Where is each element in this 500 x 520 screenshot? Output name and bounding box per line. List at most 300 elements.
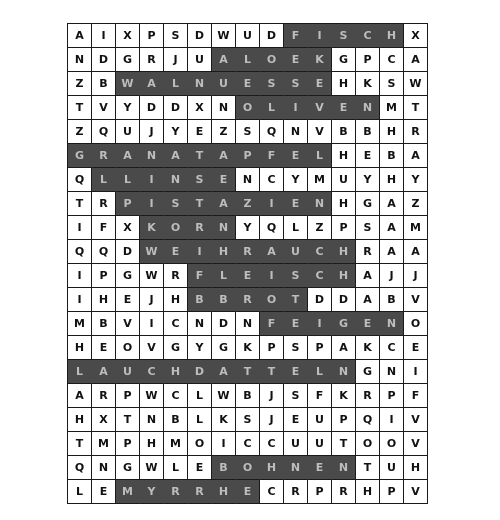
grid-cell[interactable]: B [236,384,260,408]
grid-cell[interactable]: S [236,120,260,144]
grid-cell[interactable]: G [68,144,92,168]
grid-cell[interactable]: G [212,336,236,360]
grid-cell[interactable]: B [332,120,356,144]
grid-cell[interactable]: L [284,216,308,240]
grid-cell[interactable]: I [260,192,284,216]
grid-cell[interactable]: B [380,288,404,312]
grid-cell[interactable]: T [356,456,380,480]
grid-cell[interactable]: N [236,168,260,192]
grid-cell[interactable]: Y [140,480,164,504]
grid-cell[interactable]: K [140,216,164,240]
grid-cell[interactable]: R [188,216,212,240]
grid-cell[interactable]: R [92,192,116,216]
grid-cell[interactable]: C [380,48,404,72]
grid-cell[interactable]: A [380,240,404,264]
grid-cell[interactable]: V [308,120,332,144]
grid-cell[interactable]: V [404,480,428,504]
grid-cell[interactable]: N [284,120,308,144]
grid-cell[interactable]: E [308,456,332,480]
grid-cell[interactable]: J [260,384,284,408]
grid-cell[interactable]: A [380,192,404,216]
grid-cell[interactable]: I [284,96,308,120]
grid-cell[interactable]: W [404,72,428,96]
grid-cell[interactable]: Y [284,168,308,192]
grid-cell[interactable]: N [332,360,356,384]
grid-cell[interactable]: H [164,360,188,384]
grid-cell[interactable]: C [308,264,332,288]
grid-cell[interactable]: B [92,72,116,96]
grid-cell[interactable]: F [188,264,212,288]
grid-cell[interactable]: K [308,48,332,72]
grid-cell[interactable]: W [116,72,140,96]
grid-cell[interactable]: Z [404,192,428,216]
grid-cell[interactable]: H [68,408,92,432]
grid-cell[interactable]: U [284,240,308,264]
grid-cell[interactable]: A [260,240,284,264]
grid-cell[interactable]: K [356,72,380,96]
grid-cell[interactable]: K [332,384,356,408]
grid-cell[interactable]: T [236,360,260,384]
grid-cell[interactable]: C [260,432,284,456]
grid-cell[interactable]: D [92,48,116,72]
grid-cell[interactable]: W [212,24,236,48]
grid-cell[interactable]: W [140,384,164,408]
grid-cell[interactable]: R [140,48,164,72]
grid-cell[interactable]: Z [308,216,332,240]
grid-cell[interactable]: T [68,432,92,456]
grid-cell[interactable]: V [116,312,140,336]
grid-cell[interactable]: R [236,288,260,312]
grid-cell[interactable]: E [356,144,380,168]
grid-cell[interactable]: E [236,480,260,504]
grid-cell[interactable]: A [212,144,236,168]
grid-cell[interactable]: B [92,312,116,336]
grid-cell[interactable]: K [356,336,380,360]
grid-cell[interactable]: P [260,336,284,360]
grid-cell[interactable]: I [140,192,164,216]
grid-cell[interactable]: X [404,24,428,48]
grid-cell[interactable]: N [308,192,332,216]
grid-cell[interactable]: N [284,456,308,480]
grid-cell[interactable]: J [164,48,188,72]
grid-cell[interactable]: P [116,192,140,216]
grid-cell[interactable]: A [404,240,428,264]
grid-cell[interactable]: E [284,360,308,384]
grid-cell[interactable]: L [68,480,92,504]
grid-cell[interactable]: S [284,264,308,288]
grid-cell[interactable]: A [116,144,140,168]
grid-cell[interactable]: D [260,24,284,48]
grid-cell[interactable]: E [284,192,308,216]
grid-cell[interactable]: G [116,264,140,288]
grid-cell[interactable]: N [212,216,236,240]
grid-cell[interactable]: N [164,168,188,192]
grid-cell[interactable]: R [284,480,308,504]
grid-cell[interactable]: A [356,288,380,312]
grid-cell[interactable]: G [332,48,356,72]
grid-cell[interactable]: Z [68,120,92,144]
grid-cell[interactable]: L [212,264,236,288]
grid-cell[interactable]: L [68,360,92,384]
grid-cell[interactable]: T [404,96,428,120]
grid-cell[interactable]: I [308,312,332,336]
grid-cell[interactable]: H [380,24,404,48]
grid-cell[interactable]: I [308,24,332,48]
grid-cell[interactable]: N [140,144,164,168]
grid-cell[interactable]: H [380,120,404,144]
grid-cell[interactable]: I [92,24,116,48]
grid-cell[interactable]: V [404,408,428,432]
grid-cell[interactable]: B [212,288,236,312]
grid-cell[interactable]: Q [260,120,284,144]
grid-cell[interactable]: P [140,24,164,48]
grid-cell[interactable]: N [188,72,212,96]
grid-cell[interactable]: C [164,312,188,336]
grid-cell[interactable]: N [92,456,116,480]
grid-cell[interactable]: M [116,480,140,504]
grid-cell[interactable]: Y [236,216,260,240]
grid-cell[interactable]: I [404,360,428,384]
grid-cell[interactable]: H [212,240,236,264]
grid-cell[interactable]: V [404,288,428,312]
grid-cell[interactable]: O [164,216,188,240]
grid-cell[interactable]: S [188,168,212,192]
grid-cell[interactable]: Z [68,72,92,96]
grid-cell[interactable]: E [308,72,332,96]
grid-cell[interactable]: L [164,456,188,480]
grid-cell[interactable]: Q [260,216,284,240]
grid-cell[interactable]: A [212,360,236,384]
grid-cell[interactable]: E [284,144,308,168]
grid-cell[interactable]: L [308,144,332,168]
grid-cell[interactable]: J [140,120,164,144]
grid-cell[interactable]: E [284,408,308,432]
grid-cell[interactable]: F [308,384,332,408]
grid-cell[interactable]: M [380,96,404,120]
grid-cell[interactable]: E [356,312,380,336]
grid-cell[interactable]: D [332,288,356,312]
grid-cell[interactable]: T [332,432,356,456]
grid-cell[interactable]: T [68,192,92,216]
grid-cell[interactable]: E [92,336,116,360]
grid-cell[interactable]: F [260,144,284,168]
grid-cell[interactable]: N [356,96,380,120]
grid-cell[interactable]: A [92,360,116,384]
grid-cell[interactable]: C [356,24,380,48]
grid-cell[interactable]: P [236,144,260,168]
grid-cell[interactable]: Y [188,336,212,360]
grid-cell[interactable]: M [68,312,92,336]
grid-cell[interactable]: O [116,336,140,360]
grid-cell[interactable]: F [260,312,284,336]
grid-cell[interactable]: P [380,384,404,408]
grid-cell[interactable]: P [116,432,140,456]
grid-cell[interactable]: A [332,336,356,360]
grid-cell[interactable]: U [236,24,260,48]
grid-cell[interactable]: O [260,288,284,312]
grid-cell[interactable]: U [332,168,356,192]
grid-cell[interactable]: W [140,264,164,288]
grid-cell[interactable]: Y [116,96,140,120]
grid-cell[interactable]: L [236,48,260,72]
grid-cell[interactable]: E [116,288,140,312]
grid-cell[interactable]: A [404,144,428,168]
grid-cell[interactable]: U [116,120,140,144]
grid-cell[interactable]: M [92,432,116,456]
grid-cell[interactable]: Q [68,240,92,264]
grid-cell[interactable]: I [380,408,404,432]
grid-cell[interactable]: U [284,432,308,456]
grid-cell[interactable]: I [68,216,92,240]
grid-cell[interactable]: X [188,96,212,120]
grid-cell[interactable]: R [164,264,188,288]
grid-cell[interactable]: H [260,456,284,480]
grid-cell[interactable]: J [260,408,284,432]
grid-cell[interactable]: U [188,48,212,72]
grid-cell[interactable]: E [236,72,260,96]
grid-cell[interactable]: Q [92,240,116,264]
grid-cell[interactable]: C [236,432,260,456]
grid-cell[interactable]: X [116,216,140,240]
grid-cell[interactable]: J [404,264,428,288]
grid-cell[interactable]: H [380,168,404,192]
grid-cell[interactable]: N [380,360,404,384]
grid-cell[interactable]: G [356,192,380,216]
grid-cell[interactable]: U [308,432,332,456]
grid-cell[interactable]: O [236,456,260,480]
grid-cell[interactable]: G [116,48,140,72]
grid-cell[interactable]: O [356,432,380,456]
grid-cell[interactable]: I [212,432,236,456]
grid-cell[interactable]: D [164,96,188,120]
grid-cell[interactable]: M [308,168,332,192]
grid-cell[interactable]: M [164,432,188,456]
grid-cell[interactable]: C [260,480,284,504]
grid-cell[interactable]: Q [68,456,92,480]
grid-cell[interactable]: A [212,192,236,216]
grid-cell[interactable]: Q [356,408,380,432]
grid-cell[interactable]: S [284,72,308,96]
grid-cell[interactable]: S [284,384,308,408]
grid-cell[interactable]: H [164,288,188,312]
grid-cell[interactable]: A [140,72,164,96]
grid-cell[interactable]: G [116,456,140,480]
grid-cell[interactable]: D [116,240,140,264]
grid-cell[interactable]: H [68,336,92,360]
grid-cell[interactable]: Q [68,168,92,192]
grid-cell[interactable]: P [332,216,356,240]
grid-cell[interactable]: I [68,288,92,312]
grid-cell[interactable]: O [188,432,212,456]
grid-cell[interactable]: V [140,336,164,360]
grid-cell[interactable]: Z [236,192,260,216]
grid-cell[interactable]: A [356,264,380,288]
grid-cell[interactable]: E [284,312,308,336]
grid-cell[interactable]: V [92,96,116,120]
grid-cell[interactable]: G [332,312,356,336]
grid-cell[interactable]: H [140,432,164,456]
grid-cell[interactable]: H [92,288,116,312]
grid-cell[interactable]: E [332,96,356,120]
grid-cell[interactable]: E [284,48,308,72]
grid-cell[interactable]: E [188,456,212,480]
grid-cell[interactable]: S [356,216,380,240]
grid-cell[interactable]: A [404,48,428,72]
grid-cell[interactable]: I [140,312,164,336]
grid-cell[interactable]: C [260,168,284,192]
grid-cell[interactable]: H [332,240,356,264]
grid-cell[interactable]: E [212,168,236,192]
grid-cell[interactable]: D [308,288,332,312]
grid-cell[interactable]: R [188,480,212,504]
grid-cell[interactable]: A [68,384,92,408]
grid-cell[interactable]: L [188,408,212,432]
grid-cell[interactable]: U [116,360,140,384]
grid-cell[interactable]: Y [404,168,428,192]
grid-cell[interactable]: D [188,24,212,48]
grid-cell[interactable]: F [404,384,428,408]
grid-cell[interactable]: D [140,96,164,120]
grid-cell[interactable]: R [356,384,380,408]
grid-cell[interactable]: S [236,408,260,432]
grid-cell[interactable]: I [188,240,212,264]
grid-cell[interactable]: W [212,384,236,408]
grid-cell[interactable]: D [212,312,236,336]
grid-cell[interactable]: O [236,96,260,120]
grid-cell[interactable]: I [140,168,164,192]
grid-cell[interactable]: N [332,456,356,480]
grid-cell[interactable]: T [68,96,92,120]
grid-cell[interactable]: E [164,240,188,264]
grid-cell[interactable]: A [164,144,188,168]
grid-cell[interactable]: P [92,264,116,288]
grid-cell[interactable]: K [212,408,236,432]
grid-cell[interactable]: B [188,288,212,312]
grid-cell[interactable]: Q [92,120,116,144]
grid-cell[interactable]: A [68,24,92,48]
grid-cell[interactable]: U [212,72,236,96]
grid-cell[interactable]: R [164,480,188,504]
grid-cell[interactable]: S [332,24,356,48]
grid-cell[interactable]: I [68,264,92,288]
grid-cell[interactable]: G [164,336,188,360]
grid-cell[interactable]: P [308,480,332,504]
grid-cell[interactable]: W [140,240,164,264]
grid-cell[interactable]: N [188,312,212,336]
grid-cell[interactable]: T [284,288,308,312]
grid-cell[interactable]: R [92,384,116,408]
grid-cell[interactable]: Z [212,120,236,144]
grid-cell[interactable]: T [116,408,140,432]
grid-cell[interactable]: O [404,312,428,336]
grid-cell[interactable]: X [116,24,140,48]
grid-cell[interactable]: B [212,456,236,480]
grid-cell[interactable]: L [116,168,140,192]
grid-cell[interactable]: B [356,120,380,144]
grid-cell[interactable]: P [116,384,140,408]
grid-cell[interactable]: O [260,48,284,72]
grid-cell[interactable]: K [236,336,260,360]
grid-cell[interactable]: R [404,120,428,144]
grid-cell[interactable]: N [236,312,260,336]
grid-cell[interactable]: C [140,360,164,384]
grid-cell[interactable]: R [92,144,116,168]
grid-cell[interactable]: H [404,456,428,480]
grid-cell[interactable]: L [164,72,188,96]
grid-cell[interactable]: J [140,288,164,312]
grid-cell[interactable]: Y [164,120,188,144]
grid-cell[interactable]: R [236,240,260,264]
grid-cell[interactable]: E [92,480,116,504]
grid-cell[interactable]: V [404,432,428,456]
grid-cell[interactable]: H [332,144,356,168]
grid-cell[interactable]: H [332,72,356,96]
grid-cell[interactable]: C [164,384,188,408]
grid-cell[interactable]: L [92,168,116,192]
grid-cell[interactable]: T [188,192,212,216]
grid-cell[interactable]: F [92,216,116,240]
grid-cell[interactable]: N [212,96,236,120]
grid-cell[interactable]: G [356,360,380,384]
grid-cell[interactable]: L [188,384,212,408]
grid-cell[interactable]: S [284,336,308,360]
grid-cell[interactable]: S [164,192,188,216]
grid-cell[interactable]: S [164,24,188,48]
grid-cell[interactable]: L [308,360,332,384]
grid-cell[interactable]: W [140,456,164,480]
grid-cell[interactable]: H [356,480,380,504]
grid-cell[interactable]: C [308,240,332,264]
grid-cell[interactable]: Y [356,168,380,192]
grid-cell[interactable]: C [380,336,404,360]
grid-cell[interactable]: E [236,264,260,288]
grid-cell[interactable]: U [308,408,332,432]
grid-cell[interactable]: B [380,144,404,168]
grid-cell[interactable]: A [212,48,236,72]
grid-cell[interactable]: F [284,24,308,48]
grid-cell[interactable]: J [380,264,404,288]
grid-cell[interactable]: P [356,48,380,72]
grid-cell[interactable]: H [212,480,236,504]
grid-cell[interactable]: D [188,360,212,384]
grid-cell[interactable]: P [380,480,404,504]
grid-cell[interactable]: S [380,72,404,96]
grid-cell[interactable]: R [332,480,356,504]
grid-cell[interactable]: N [68,48,92,72]
grid-cell[interactable]: H [332,192,356,216]
grid-cell[interactable]: X [92,408,116,432]
grid-cell[interactable]: U [380,456,404,480]
grid-cell[interactable]: P [308,336,332,360]
grid-cell[interactable]: B [164,408,188,432]
grid-cell[interactable]: L [260,96,284,120]
grid-cell[interactable]: N [140,408,164,432]
grid-cell[interactable]: P [332,408,356,432]
grid-cell[interactable]: M [404,216,428,240]
grid-cell[interactable]: O [380,432,404,456]
grid-cell[interactable]: V [308,96,332,120]
grid-cell[interactable]: E [404,336,428,360]
grid-cell[interactable]: I [260,264,284,288]
grid-cell[interactable]: E [188,120,212,144]
grid-cell[interactable]: S [260,72,284,96]
grid-cell[interactable]: R [356,240,380,264]
grid-cell[interactable]: T [260,360,284,384]
grid-cell[interactable]: H [332,264,356,288]
grid-cell[interactable]: N [380,312,404,336]
grid-cell[interactable]: A [380,216,404,240]
grid-cell[interactable]: T [188,144,212,168]
